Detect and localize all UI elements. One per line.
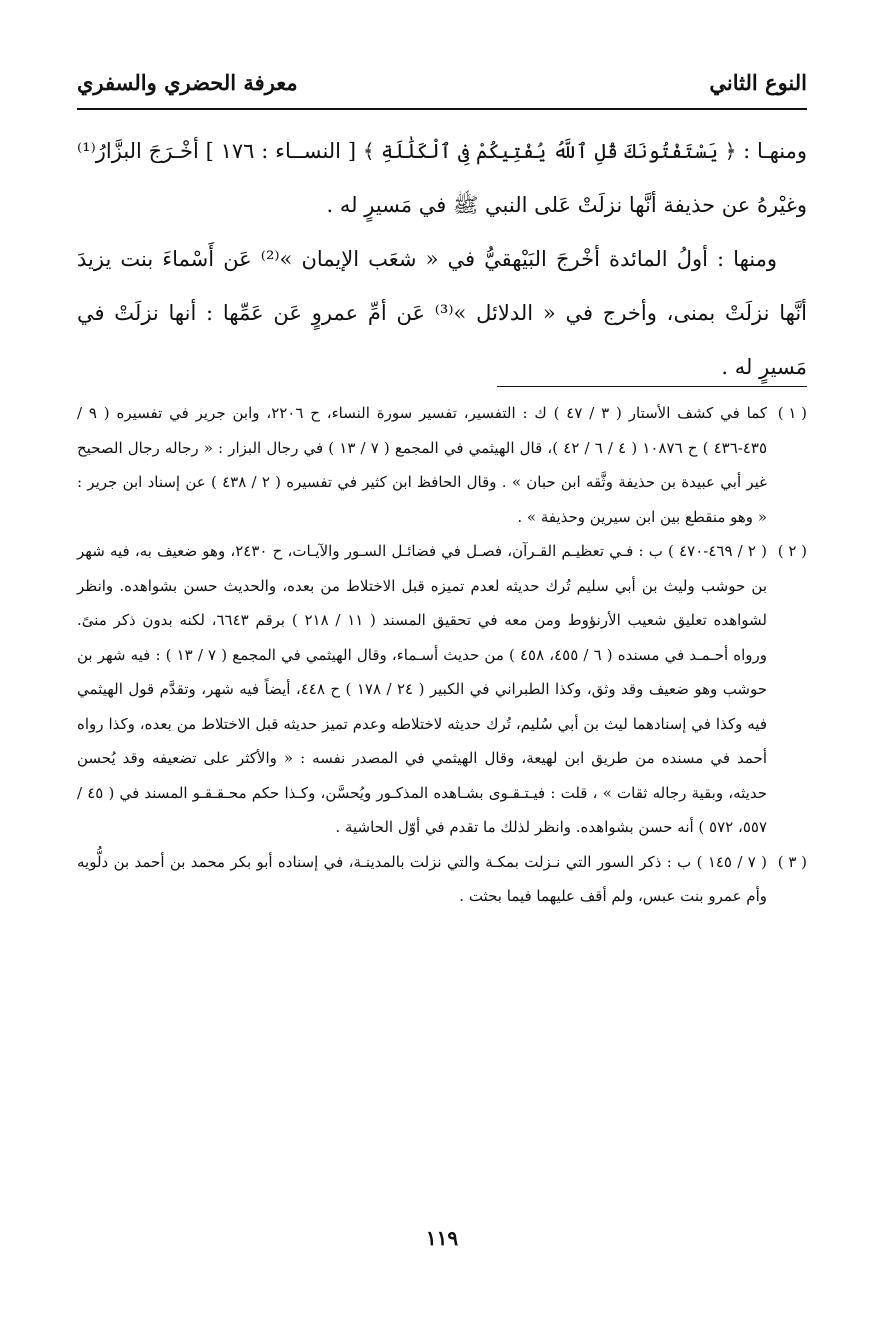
- footnote-1: [77, 396, 807, 534]
- footnote-number: ( ٣ ): [777, 852, 807, 871]
- footnote-text: كما في كشف الأستار ( ٣ / ٤٧ ) ك : التفسير، تفسير سورة النساء، ح ٢٢٠٦، وابن جرير في تفسيره ( ٩ / ٤٣٥-٤٣٦ ) ح ١٠٨٧٦ ( ٤ / ٦ / ٤٢ )، قال الهيثمي في المجمع ( ٧ / ١٣ ) في رجال البزار : « رجاله رجال الصحيح غير أبي عبيدة بن حذيفة وثَّقه ابن حبان » . وقال الحافظ ابن كثير في تفسيره ( ٢ / ٤٣٨ ) عن إسناد ابن جرير : « وهو منقطع بين ابن سيرين وحذيفة » .: [77, 404, 768, 526]
- footnote-3: [77, 845, 807, 914]
- paragraph-1-lead: ومنهـا :: [736, 139, 807, 163]
- footnote-2: [77, 534, 807, 845]
- header-rule: [77, 108, 807, 110]
- footnotes: [77, 396, 807, 914]
- footnote-text: ( ٧ / ١٤٥ ) ب : ذكر السور التي نـزلت بمكـة والتي نزلت بالمدينـة، في إسناده أبو بكر محمد بن أحمد بن دلُّويه وأم عمرو بنت عبس، ولم أقف عليهما فيما بحثت .: [77, 852, 768, 905]
- paragraph-1-rest: [ النســاء : ١٧٦ ] أخْـرَجَ البزَّارُ⁽¹⁾ وغيْرهُ عن حذيفة أنَّها نزلَتْ عَلى النبي ﷺ في مَسيرٍ له .: [77, 139, 807, 217]
- paragraph-2: ومنها : أولُ المائدة أخْرجَ البَيْهقيُّ في « شعَب الإيمان »⁽²⁾ عَن أَسْماءَ بنت يزيدَ أنَّها نزلَتْ بمنى، وأخرج في « الدلائل »⁽³⁾ عَن أمِّ عمروٍ عَن عَمِّها : أنها نزلَتْ في مَسيرٍ له .: [77, 247, 808, 379]
- paragraph-1: [77, 124, 807, 232]
- footnote-number: ( ١ ): [777, 404, 807, 422]
- quran-verse: ﴿ يَسْتَفْتُونَكَ قُلِ ٱللَّهُ يُفْتِيكُمْ فِى ٱلْكَلَٰلَةِ ﴾: [362, 139, 737, 163]
- book-page: [77, 58, 807, 1298]
- main-text: [77, 124, 807, 394]
- header-section-title: معرفة الحضري والسفري: [77, 70, 298, 95]
- page-number: ١١٩: [425, 1226, 459, 1250]
- footnote-separator: [497, 386, 807, 387]
- footnote-text: ( ٢ / ٤٦٩-٤٧٠ ) ب : فـي تعظيـم القـرآن، فصـل في فضائـل السـور والآيـات، ح ٢٤٣٠، وهو ضعيف به، فيه شهر بن حوشب وليث بن أبي سليم تُرك حديثه لعدم تميزه قبل الاختلاط من بعده، والحديث حسن بشواهده. وانظر لشواهده تعليق شعيب الأرنؤوط ومن معه في تحقيق المسند ( ١١ / ٢١٨ ) برقم ٦٦٤٣، لكنه بدون ذكر منىً. ورواه أحـمـد في مسنده ( ٦ / ٤٥٥، ٤٥٨ ) من حديث أسـماء، وقال الهيثمي في المجمع ( ٧ / ١٣ ) : فيه شهر بن حوشب وهو ضعيف وقد وثق، وكذا الطبراني في الكبير ( ٢٤ / ١٧٨ ) ح ٤٤٨، أيضاً فيه شهر، وتقدَّم قول الهيثمي فيه وكذا في إسنادهما ليث بن أبي سُليم، تُرك حديثه لاختلاطه وعدم تميز حديثه قبل الاختلاط من بعده، وكذا رواه أحمد في مسنده من طريق ابن لهيعة، وقال الهيثمي في المصدر نفسه : « والأكثر على تضعيفه وقد يُحسن حديثه، وبقية رجاله ثقات » ، قلت : فيـتـقـوى بشـاهده المذكـور ويُحسَّن، وكـذا حكم محـقـقـو المسند في ( ٤٥ / ٥٥٧، ٥٧٢ ) أنه حسن بشواهده. وانظر لذلك ما تقدم في أوّل الحاشية .: [77, 542, 768, 836]
- header-chapter-title: النوع الثاني: [709, 70, 807, 95]
- running-header: [77, 70, 807, 110]
- footnote-number: ( ٢ ): [777, 542, 807, 560]
